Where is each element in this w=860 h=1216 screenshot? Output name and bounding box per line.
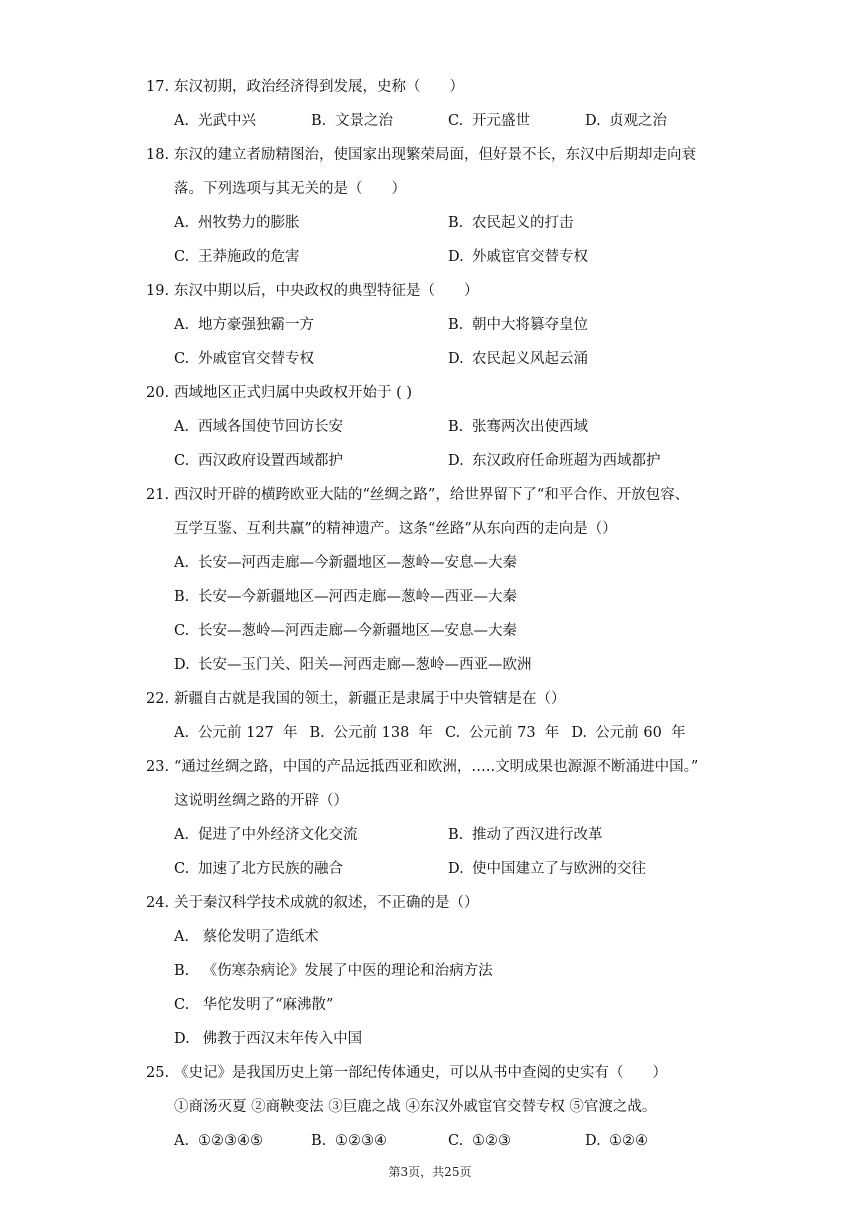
option-d (448, 240, 722, 274)
question-text: 东汉初期，政治经济得到发展，史称（ ） (174, 79, 464, 95)
option-row (146, 988, 746, 1022)
option-text: 长安—葱岭—河西走廊—今新疆地区—安息—大秦 (198, 623, 517, 639)
option-c (174, 988, 734, 1022)
option-d (585, 104, 722, 138)
question-stem (146, 274, 746, 308)
question-text: 新疆自古就是我国的领土，新疆正是隶属于中央管辖是在（） (174, 691, 566, 707)
option-text: 《伤寒杂病论》发展了中医的理论和治病方法 (198, 963, 493, 979)
option-letter: A. (174, 725, 190, 741)
option-letter: B. (174, 589, 190, 605)
option-b (448, 308, 722, 342)
option-letter: D. (448, 453, 464, 469)
option-letter: C. (174, 453, 190, 469)
option-letter: D. (174, 1031, 190, 1047)
question-list (146, 70, 746, 1158)
option-letter: C. (174, 861, 190, 877)
option-text: 东汉政府任命班超为西域都护 (472, 453, 661, 469)
option-b (174, 580, 734, 614)
option-d (571, 716, 685, 750)
option-c (448, 104, 585, 138)
question-number: 25. (146, 1065, 170, 1081)
question-text-continued: 落。下列选项与其无关的是（ ） (174, 181, 406, 197)
option-text: 西域各国使节回访长安 (198, 419, 343, 435)
option-row (146, 648, 746, 682)
option-text: 长安—河西走廊—今新疆地区—葱岭—安息—大秦 (198, 555, 517, 571)
option-row (146, 410, 746, 444)
option-text: 公元前 138 年 (333, 725, 434, 741)
question-number: 17. (146, 79, 170, 95)
option-text: 公元前 127 年 (198, 725, 298, 741)
option-letter: A. (174, 419, 190, 435)
option-c (445, 716, 559, 750)
option-letter: A. (174, 113, 190, 129)
option-row (146, 104, 746, 138)
option-text: 朝中大将篡夺皇位 (472, 317, 588, 333)
option-text: 加速了北方民族的融合 (198, 861, 343, 877)
option-row (146, 206, 746, 240)
option-letter: A. (174, 1133, 190, 1149)
option-letter: C. (445, 725, 461, 741)
option-letter: C. (174, 351, 190, 367)
option-row (146, 818, 746, 852)
question-24 (146, 886, 746, 1056)
option-a (174, 308, 448, 342)
option-d (448, 342, 722, 376)
option-b (448, 206, 722, 240)
question-number: 24. (146, 895, 170, 911)
question-25 (146, 1056, 746, 1158)
question-text: 西域地区正式归属中央政权开始于 ( ) (174, 385, 413, 401)
option-text: 促进了中外经济文化交流 (198, 827, 358, 843)
option-letter: C. (448, 113, 464, 129)
question-18 (146, 138, 746, 274)
option-row (146, 308, 746, 342)
option-b (448, 818, 722, 852)
option-letter: B. (174, 963, 190, 979)
option-c (448, 1124, 585, 1158)
question-stem (146, 1056, 746, 1090)
question-20 (146, 376, 746, 478)
option-letter: B. (448, 827, 464, 843)
option-letter: A. (174, 317, 190, 333)
option-text: 张骞两次出使西域 (472, 419, 588, 435)
option-row (146, 852, 746, 886)
option-letter: D. (448, 861, 464, 877)
question-text-continued: 互学互鉴、互利共赢”的精神遗产。这条“丝路”从东向西的走向是（） (174, 521, 617, 537)
option-row (146, 1022, 746, 1056)
option-letter: B. (309, 725, 325, 741)
option-row (146, 614, 746, 648)
question-number: 22. (146, 691, 170, 707)
option-text: 蔡伦发明了造纸术 (198, 929, 319, 945)
option-a (174, 410, 448, 444)
option-b (174, 954, 734, 988)
question-23 (146, 750, 746, 886)
option-letter: B. (311, 113, 327, 129)
option-row (146, 444, 746, 478)
option-text: 农民起义的打击 (472, 215, 574, 231)
option-row (146, 716, 746, 750)
option-letter: B. (311, 1133, 327, 1149)
option-letter: B. (448, 419, 464, 435)
option-c (174, 342, 448, 376)
option-text: 文景之治 (335, 113, 393, 129)
option-text: 长安—玉门关、阳关—河西走廊—葱岭—西亚—欧洲 (198, 657, 532, 673)
option-c (174, 444, 448, 478)
option-letter: D. (448, 351, 464, 367)
option-text: ①②③④⑤ (198, 1133, 263, 1149)
question-text: “通过丝绸之路，中国的产品远抵西亚和欧洲，…..文明成果也源源不断涌进中国。” (174, 759, 699, 775)
option-text: 佛教于西汉末年传入中国 (198, 1031, 363, 1047)
option-text: 外戚宦官交替专权 (472, 249, 588, 265)
option-d (174, 1022, 734, 1056)
option-row (146, 954, 746, 988)
option-a (174, 716, 298, 750)
option-a (174, 206, 448, 240)
option-d (448, 852, 722, 886)
question-text: 西汉时开辟的横跨欧亚大陆的“丝绸之路”，给世界留下了“和平合作、开放包容、 (174, 487, 690, 503)
question-number: 19. (146, 283, 170, 299)
option-text: ①②③ (472, 1133, 511, 1149)
option-text: 开元盛世 (472, 113, 530, 129)
option-c (174, 614, 734, 648)
option-letter: C. (174, 997, 190, 1013)
option-text: ①②③④ (335, 1133, 387, 1149)
option-b (311, 104, 448, 138)
option-text: 外戚宦官交替专权 (198, 351, 314, 367)
option-letter: D. (585, 1133, 601, 1149)
option-b (310, 716, 434, 750)
question-stem (146, 70, 746, 104)
question-text-continued: ①商汤灭夏 ②商鞅变法 ③巨鹿之战 ④东汉外戚宦官交替专权 ⑤官渡之战。 (174, 1099, 657, 1115)
option-letter: D. (174, 657, 190, 673)
question-stem (146, 886, 746, 920)
option-d (585, 1124, 722, 1158)
question-text: 关于秦汉科学技术成就的叙述，不正确的是（） (174, 895, 479, 911)
option-text: 公元前 73 年 (469, 725, 560, 741)
option-text: 光武中兴 (198, 113, 256, 129)
page-footer: 第3页，共25页 (388, 1165, 472, 1179)
option-letter: A. (174, 827, 190, 843)
option-row (146, 920, 746, 954)
question-stem (146, 376, 746, 410)
option-text: 地方豪强独霸一方 (198, 317, 314, 333)
option-text: 公元前 60 年 (595, 725, 686, 741)
option-a (174, 546, 734, 580)
option-row (146, 1124, 746, 1158)
option-letter: D. (571, 725, 588, 741)
option-a (174, 104, 311, 138)
option-row (146, 342, 746, 376)
option-letter: C. (448, 1133, 464, 1149)
option-row (146, 546, 746, 580)
option-a (174, 1124, 311, 1158)
option-text: 贞观之治 (609, 113, 667, 129)
option-text: ①②④ (609, 1133, 648, 1149)
option-letter: A. (174, 555, 190, 571)
option-letter: D. (585, 113, 601, 129)
question-number: 20. (146, 385, 170, 401)
option-text: 长安—今新疆地区—河西走廊—葱岭—西亚—大秦 (198, 589, 517, 605)
option-text: 王莽施政的危害 (198, 249, 300, 265)
option-text: 州牧势力的膨胀 (198, 215, 300, 231)
question-number: 23. (146, 759, 170, 775)
question-19 (146, 274, 746, 376)
option-letter: B. (448, 317, 464, 333)
option-c (174, 240, 448, 274)
question-stem (146, 138, 746, 172)
question-stem (146, 682, 746, 716)
question-text: 《史记》是我国历史上第一部纪传体通史，可以从书中查阅的史实有（ ） (174, 1065, 667, 1081)
question-17 (146, 70, 746, 138)
option-b (448, 410, 722, 444)
option-letter: C. (174, 249, 190, 265)
option-c (174, 852, 448, 886)
question-stem (146, 478, 746, 512)
option-text: 推动了西汉进行改革 (472, 827, 603, 843)
option-b (311, 1124, 448, 1158)
option-text: 农民起义风起云涌 (472, 351, 588, 367)
option-row (146, 580, 746, 614)
question-number: 21. (146, 487, 170, 503)
question-text-continued: 这说明丝绸之路的开辟（） (174, 793, 348, 809)
option-row (146, 240, 746, 274)
question-22 (146, 682, 746, 750)
option-letter: B. (448, 215, 464, 231)
option-text: 西汉政府设置西域都护 (198, 453, 343, 469)
option-a (174, 818, 448, 852)
option-d (448, 444, 722, 478)
question-21 (146, 478, 746, 682)
option-text: 使中国建立了与欧洲的交往 (472, 861, 646, 877)
option-d (174, 648, 734, 682)
option-a (174, 920, 734, 954)
question-text: 东汉的建立者励精图治，使国家出现繁荣局面，但好景不长，东汉中后期却走向衰 (174, 147, 696, 163)
option-letter: A. (174, 215, 190, 231)
option-letter: D. (448, 249, 464, 265)
option-text: 华佗发明了“麻沸散” (198, 997, 334, 1013)
question-text: 东汉中期以后，中央政权的典型特征是（ ） (174, 283, 479, 299)
option-letter: A. (174, 929, 190, 945)
option-letter: C. (174, 623, 190, 639)
question-number: 18. (146, 147, 170, 163)
question-stem (146, 750, 746, 784)
